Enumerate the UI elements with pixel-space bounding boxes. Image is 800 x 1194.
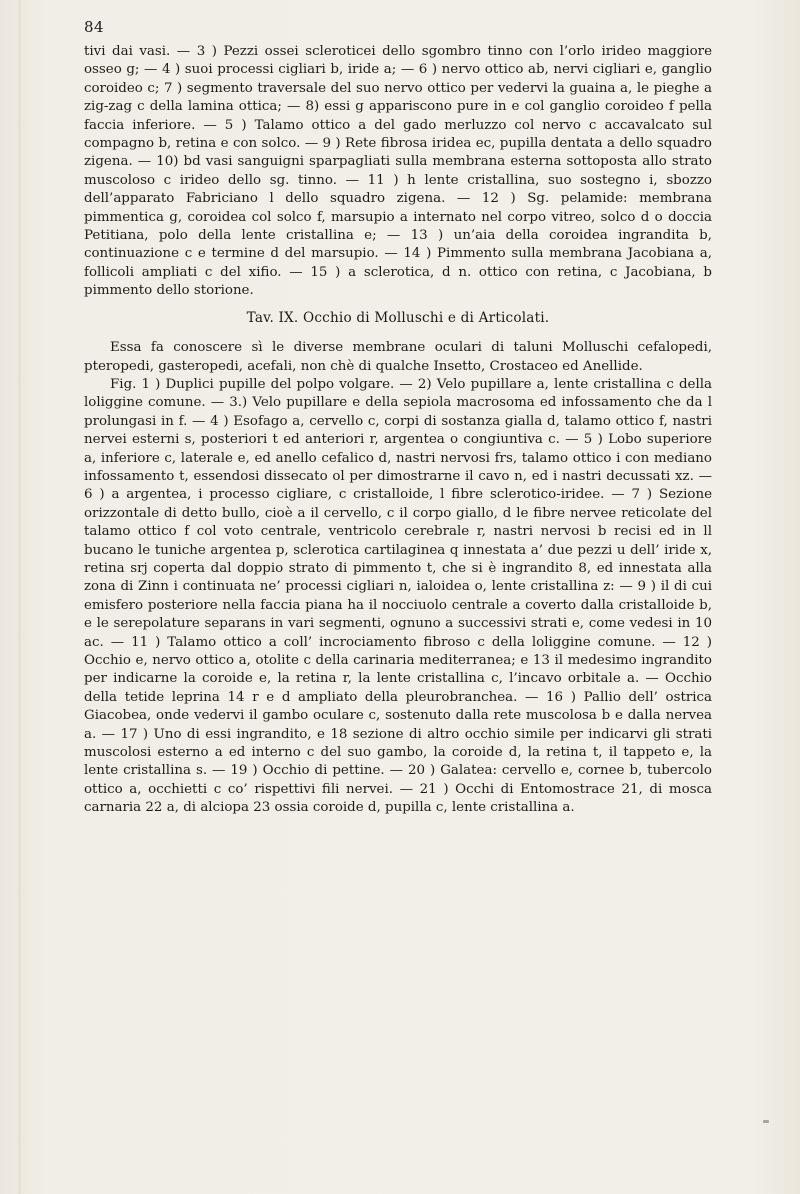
paragraph-figures: Fig. 1 ) Duplici pupille del polpo volgare. — 2) Velo pupillare a, lente cristallina c della loliggine comune. — 3.) Velo pupillare e della sepiola macrosoma ed infossamento che da l prolungasi in f. — 4 ) Esofago a, cervello c, corpi di sostanza gialla d, talamo ottico f, nastri nervei esterni s, posteriori t ed anteriori r, argentea o congiuntiva c. — 5 ) Lobo superiore a, inferiore c, laterale e, ed anello cefalico d, nastri nervosi frs, talamo ottico i con mediano infossamento t, essendosi dissecato ol per dimostrarne il cavo n, ed i nastri decussati xz. — 6 ) a argentea, i processo cigliare, c cristalloide, l fibre sclerotico-iridee. — 7 ) Sezione orizzontale di detto bullo, cioè a il cervello, c il corpo giallo, d le fibre nervee reticolate del talamo ottico f col voto centrale, ventricolo cerebrale r, nastri nervosi b recisi ed in ll bucano le tuniche argentea p, sclerotica cartilaginea q innestata a’ due pezzi u dell’ iride x, retina srj coperta dal doppio strato di pimmento t, che si è ingrandito 8, ed innestata alla zona di Zinn i continuata ne’ processi cigliari n, ialoidea o, lente cristallina z: — 9 ) il di cui emisfero posteriore nella faccia piana ha il nocciuolo centrale a coverto dalla cristalloide b, e le serepolature separans in vari segmenti, ognuno a successivi strati e, come vedesi in 10 ac. — 11 ) Talamo ottico a coll’ incrociamento fibroso c della loliggine comune. — 12 ) Occhio e, nervo ottico a, otolite c della carinaria mediterranea; e 13 il medesimo ingrandito per indicarne la coroide e, la retina r, la lente cristallina c, l’incavo orbitale a. — Occhio della tetide leprina 14 r e d ampliato della pleurobranchea. — 16 ) Pallio dell’ ostrica Giacobea, onde vedervi il gambo oculare c, sostenuto dalla rete muscolosa b e dalla nervea a. — 17 ) Uno di essi ingrandito, e 18 sezione di altro occhio simile per indicarvi gli strati muscolosi esterno a ed interno c del suo gambo, la coroide d, la retina t, il tappeto e, la lente cristallina s. — 19 ) Occhio di pettine. — 20 ) Galatea: cervello e, cornee b, tubercolo ottico a, occhietti c co’ rispettivi fili nervei. — 21 ) Occhi di Entomostrace 21, di mosca carnaria 22 a, di alciopa 23 ossia coroide d, pupilla c, lente cristallina a. <box>84 376 712 816</box>
page-number: 84 <box>84 18 105 36</box>
ink-mark <box>763 1120 769 1123</box>
plate-caption: Tav. IX. Occhio di Molluschi e di Articolati. <box>246 309 550 326</box>
paragraph-top: tivi dai vasi. — 3 ) Pezzi ossei scleroticei dello sgombro tinno con l’orlo irideo maggiore osseo g; — 4 ) suoi processi cigliari b, iride a; — 6 ) nervo ottico ab, nervi cigliari e, ganglio coroideo c; 7 ) segmento traversale del suo nervo ottico per vedervi la guaina a, le pieghe a zig-zag c della lamina ottica; — 8) essi g appariscono pure in e col ganglio coroideo f pella faccia inferiore. — 5 ) Talamo ottico a del gado merluzzo col nervo c accavalcato sul compagno b, retina e con solco. — 9 ) Rete fibrosa iridea ec, pupilla dentata a dello squadro zigena. — 10) bd vasi sanguigni sparpagliati sulla membrana esterna sottoposta allo strato muscoloso c irideo dello sg. tinno. — 11 ) h lente cristallina, suo sostegno i, sbozzo dell’apparato Fabriciano l dello squadro zigena. — 12 ) Sg. pelamide: membrana pimmentica g, coroidea col solco f, marsupio a internato nel corpo vitreo, solco d o doccia Petitiana, polo della lente cristallina e; — 13 ) un’aia della coroidea ingrandita b, continuazione c e termine d del marsupio. — 14 ) Pimmento sulla membrana Jacobiana a, follicoli ampliati c del xifio. — 15 ) a sclerotica, d n. ottico con retina, c Jacobiana, b pimmento dello storione. <box>84 44 712 299</box>
paragraph-intro: Essa fa conoscere sì le diverse membrane oculari di taluni Molluschi cefalopedi, pteropedi, gasteropedi, acefali, non chè di qualche Insetto, Crostaceo ed Anellide. <box>84 340 712 374</box>
body-text <box>84 43 712 818</box>
page-edge-shadow <box>18 0 21 1194</box>
